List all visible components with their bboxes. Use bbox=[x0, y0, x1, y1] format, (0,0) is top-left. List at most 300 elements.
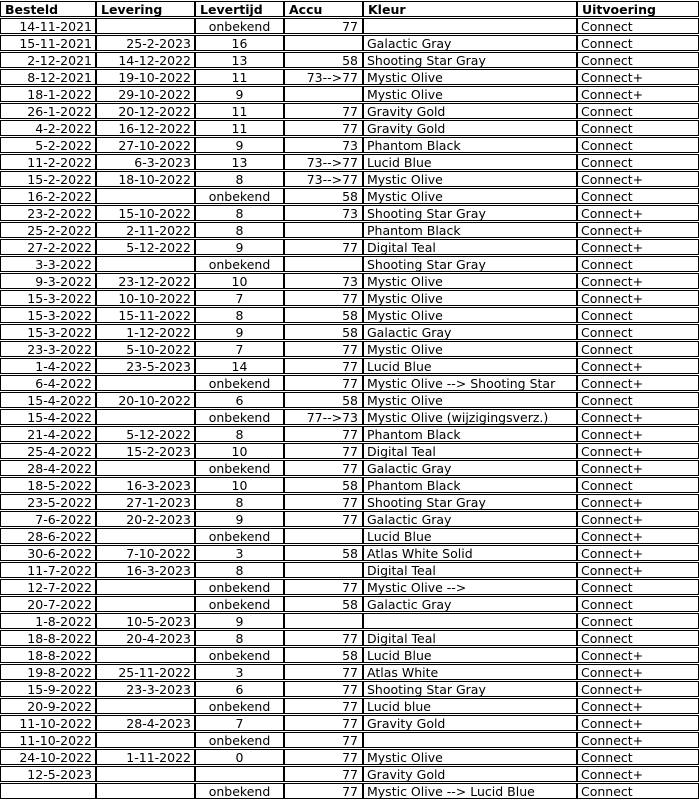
cell-uitvoering: Connect bbox=[577, 477, 699, 493]
cell-levering bbox=[96, 188, 195, 204]
table-row bbox=[0, 358, 699, 374]
cell-levertijd: 0 bbox=[195, 749, 284, 765]
cell-besteld: 8-12-2021 bbox=[0, 69, 96, 85]
cell-accu bbox=[284, 613, 363, 629]
cell-uitvoering: Connect+ bbox=[577, 494, 699, 510]
cell-accu: 77 bbox=[284, 664, 363, 680]
cell-levering: 14-12-2022 bbox=[96, 52, 195, 68]
cell-levering: 10-10-2022 bbox=[96, 290, 195, 306]
cell-accu: 73-->77 bbox=[284, 171, 363, 187]
table-row bbox=[0, 783, 699, 799]
cell-uitvoering: Connect bbox=[577, 392, 699, 408]
table-row bbox=[0, 120, 699, 136]
cell-accu bbox=[284, 256, 363, 272]
cell-kleur: Lucid Blue bbox=[363, 647, 577, 663]
cell-besteld: 12-5-2023 bbox=[0, 766, 96, 782]
cell-kleur: Mystic Olive bbox=[363, 86, 577, 102]
cell-uitvoering: Connect+ bbox=[577, 528, 699, 544]
cell-uitvoering: Connect+ bbox=[577, 647, 699, 663]
cell-accu: 73 bbox=[284, 273, 363, 289]
column-header-levering: Levering bbox=[96, 1, 195, 17]
cell-levertijd: 6 bbox=[195, 681, 284, 697]
cell-uitvoering: Connect+ bbox=[577, 664, 699, 680]
cell-accu: 77 bbox=[284, 783, 363, 799]
cell-levering bbox=[96, 647, 195, 663]
cell-uitvoering: Connect bbox=[577, 749, 699, 765]
cell-kleur: Galactic Gray bbox=[363, 35, 577, 51]
cell-levertijd: 13 bbox=[195, 52, 284, 68]
cell-levertijd: onbekend bbox=[195, 698, 284, 714]
column-header-uitvoering: Uitvoering bbox=[577, 1, 699, 17]
cell-levertijd: onbekend bbox=[195, 783, 284, 799]
cell-levering bbox=[96, 460, 195, 476]
cell-levertijd: onbekend bbox=[195, 256, 284, 272]
cell-kleur: Phantom Black bbox=[363, 426, 577, 442]
cell-besteld: 7-6-2022 bbox=[0, 511, 96, 527]
table-row bbox=[0, 681, 699, 697]
cell-levering: 2-11-2022 bbox=[96, 222, 195, 238]
table-row bbox=[0, 630, 699, 646]
cell-kleur: Mystic Olive --> bbox=[363, 579, 577, 595]
cell-uitvoering: Connect bbox=[577, 613, 699, 629]
cell-kleur: Mystic Olive bbox=[363, 273, 577, 289]
cell-accu: 77 bbox=[284, 443, 363, 459]
cell-besteld: 15-3-2022 bbox=[0, 290, 96, 306]
table-row bbox=[0, 749, 699, 765]
column-header-accu: Accu bbox=[284, 1, 363, 17]
cell-besteld: 4-2-2022 bbox=[0, 120, 96, 136]
cell-levering: 28-4-2023 bbox=[96, 715, 195, 731]
cell-uitvoering: Connect+ bbox=[577, 732, 699, 748]
cell-uitvoering: Connect bbox=[577, 256, 699, 272]
cell-besteld: 15-4-2022 bbox=[0, 409, 96, 425]
table-row bbox=[0, 545, 699, 561]
cell-besteld: 26-1-2022 bbox=[0, 103, 96, 119]
cell-levering: 23-12-2022 bbox=[96, 273, 195, 289]
cell-accu: 58 bbox=[284, 324, 363, 340]
cell-besteld: 20-7-2022 bbox=[0, 596, 96, 612]
cell-levertijd: 3 bbox=[195, 545, 284, 561]
cell-besteld: 20-9-2022 bbox=[0, 698, 96, 714]
table-row bbox=[0, 205, 699, 221]
cell-besteld: 5-2-2022 bbox=[0, 137, 96, 153]
table-row bbox=[0, 18, 699, 34]
cell-kleur: Phantom Black bbox=[363, 222, 577, 238]
cell-uitvoering: Connect bbox=[577, 137, 699, 153]
cell-kleur: Lucid blue bbox=[363, 698, 577, 714]
cell-levertijd: 7 bbox=[195, 290, 284, 306]
cell-levering: 5-12-2022 bbox=[96, 426, 195, 442]
cell-levertijd: onbekend bbox=[195, 579, 284, 595]
cell-accu: 73 bbox=[284, 137, 363, 153]
table-row bbox=[0, 273, 699, 289]
cell-accu bbox=[284, 222, 363, 238]
cell-accu: 77 bbox=[284, 732, 363, 748]
cell-besteld: 9-3-2022 bbox=[0, 273, 96, 289]
cell-uitvoering: Connect+ bbox=[577, 290, 699, 306]
cell-accu: 77 bbox=[284, 579, 363, 595]
table-row bbox=[0, 579, 699, 595]
cell-kleur: Shooting Star Gray bbox=[363, 256, 577, 272]
cell-kleur: Lucid Blue bbox=[363, 528, 577, 544]
cell-besteld: 25-2-2022 bbox=[0, 222, 96, 238]
cell-levertijd bbox=[195, 766, 284, 782]
cell-levering: 20-10-2022 bbox=[96, 392, 195, 408]
cell-besteld: 19-8-2022 bbox=[0, 664, 96, 680]
cell-levering: 5-12-2022 bbox=[96, 239, 195, 255]
table-row bbox=[0, 698, 699, 714]
cell-levertijd: 8 bbox=[195, 205, 284, 221]
cell-uitvoering: Connect+ bbox=[577, 358, 699, 374]
cell-uitvoering: Connect+ bbox=[577, 426, 699, 442]
cell-besteld: 1-8-2022 bbox=[0, 613, 96, 629]
cell-kleur: Gravity Gold bbox=[363, 766, 577, 782]
cell-levertijd: 10 bbox=[195, 273, 284, 289]
cell-levering bbox=[96, 18, 195, 34]
cell-kleur: Shooting Star Gray bbox=[363, 494, 577, 510]
cell-accu bbox=[284, 528, 363, 544]
cell-uitvoering: Connect bbox=[577, 596, 699, 612]
cell-levering: 16-3-2023 bbox=[96, 562, 195, 578]
cell-besteld: 11-10-2022 bbox=[0, 732, 96, 748]
cell-besteld: 27-2-2022 bbox=[0, 239, 96, 255]
cell-accu: 77 bbox=[284, 290, 363, 306]
cell-besteld: 15-3-2022 bbox=[0, 324, 96, 340]
table-row bbox=[0, 52, 699, 68]
cell-kleur: Atlas White bbox=[363, 664, 577, 680]
table-row bbox=[0, 222, 699, 238]
cell-levertijd: 10 bbox=[195, 443, 284, 459]
cell-kleur bbox=[363, 613, 577, 629]
cell-uitvoering: Connect bbox=[577, 341, 699, 357]
table-row bbox=[0, 256, 699, 272]
cell-kleur: Digital Teal bbox=[363, 562, 577, 578]
table-row bbox=[0, 715, 699, 731]
cell-levertijd: onbekend bbox=[195, 409, 284, 425]
column-header-kleur: Kleur bbox=[363, 1, 577, 17]
cell-levertijd: 10 bbox=[195, 477, 284, 493]
table-row bbox=[0, 137, 699, 153]
cell-accu: 77 bbox=[284, 103, 363, 119]
cell-kleur: Galactic Gray bbox=[363, 324, 577, 340]
cell-besteld: 14-11-2021 bbox=[0, 18, 96, 34]
cell-levertijd: onbekend bbox=[195, 596, 284, 612]
cell-kleur: Atlas White Solid bbox=[363, 545, 577, 561]
cell-accu: 77 bbox=[284, 749, 363, 765]
cell-uitvoering: Connect+ bbox=[577, 239, 699, 255]
cell-levertijd: 8 bbox=[195, 562, 284, 578]
cell-levering: 15-2-2023 bbox=[96, 443, 195, 459]
cell-kleur: Mystic Olive --> Lucid Blue bbox=[363, 783, 577, 799]
table-row bbox=[0, 766, 699, 782]
cell-uitvoering: Connect+ bbox=[577, 86, 699, 102]
cell-uitvoering: Connect bbox=[577, 18, 699, 34]
cell-levering: 25-2-2023 bbox=[96, 35, 195, 51]
cell-levertijd: 8 bbox=[195, 171, 284, 187]
cell-levertijd: 9 bbox=[195, 324, 284, 340]
cell-besteld: 18-5-2022 bbox=[0, 477, 96, 493]
cell-levering: 20-12-2022 bbox=[96, 103, 195, 119]
cell-uitvoering: Connect bbox=[577, 35, 699, 51]
cell-uitvoering: Connect+ bbox=[577, 409, 699, 425]
cell-accu: 58 bbox=[284, 545, 363, 561]
cell-besteld bbox=[0, 783, 96, 799]
cell-uitvoering: Connect bbox=[577, 307, 699, 323]
column-header-besteld: Besteld bbox=[0, 1, 96, 17]
cell-uitvoering: Connect+ bbox=[577, 562, 699, 578]
cell-kleur: Shooting Star Gray bbox=[363, 52, 577, 68]
cell-levertijd: onbekend bbox=[195, 18, 284, 34]
cell-levertijd: 9 bbox=[195, 137, 284, 153]
cell-besteld: 15-11-2021 bbox=[0, 35, 96, 51]
cell-kleur: Digital Teal bbox=[363, 239, 577, 255]
cell-levering bbox=[96, 375, 195, 391]
table-row bbox=[0, 239, 699, 255]
cell-uitvoering: Connect+ bbox=[577, 460, 699, 476]
cell-uitvoering: Connect bbox=[577, 120, 699, 136]
header-row bbox=[0, 1, 699, 17]
cell-levering bbox=[96, 256, 195, 272]
cell-accu: 77 bbox=[284, 630, 363, 646]
cell-kleur: Digital Teal bbox=[363, 630, 577, 646]
cell-accu: 58 bbox=[284, 307, 363, 323]
cell-levertijd: 11 bbox=[195, 69, 284, 85]
cell-levertijd: 8 bbox=[195, 222, 284, 238]
table-row bbox=[0, 613, 699, 629]
cell-uitvoering: Connect bbox=[577, 630, 699, 646]
table-row bbox=[0, 307, 699, 323]
cell-levering: 1-12-2022 bbox=[96, 324, 195, 340]
cell-besteld: 25-4-2022 bbox=[0, 443, 96, 459]
cell-besteld: 11-10-2022 bbox=[0, 715, 96, 731]
cell-accu bbox=[284, 35, 363, 51]
cell-besteld: 23-2-2022 bbox=[0, 205, 96, 221]
table-row bbox=[0, 341, 699, 357]
cell-besteld: 11-2-2022 bbox=[0, 154, 96, 170]
cell-levering: 6-3-2023 bbox=[96, 154, 195, 170]
cell-levering bbox=[96, 409, 195, 425]
cell-besteld: 6-4-2022 bbox=[0, 375, 96, 391]
cell-kleur: Galactic Gray bbox=[363, 596, 577, 612]
cell-levertijd: onbekend bbox=[195, 732, 284, 748]
cell-levering: 23-3-2023 bbox=[96, 681, 195, 697]
cell-besteld: 2-12-2021 bbox=[0, 52, 96, 68]
table-row bbox=[0, 69, 699, 85]
cell-kleur: Mystic Olive bbox=[363, 392, 577, 408]
cell-levertijd: 11 bbox=[195, 103, 284, 119]
cell-kleur: Galactic Gray bbox=[363, 511, 577, 527]
cell-besteld: 28-6-2022 bbox=[0, 528, 96, 544]
table-row bbox=[0, 154, 699, 170]
cell-accu: 77 bbox=[284, 18, 363, 34]
table-row bbox=[0, 103, 699, 119]
cell-uitvoering: Connect bbox=[577, 188, 699, 204]
cell-kleur: Digital Teal bbox=[363, 443, 577, 459]
cell-levertijd: onbekend bbox=[195, 647, 284, 663]
cell-accu: 77 bbox=[284, 698, 363, 714]
cell-kleur: Mystic Olive bbox=[363, 69, 577, 85]
cell-besteld: 16-2-2022 bbox=[0, 188, 96, 204]
cell-accu: 58 bbox=[284, 188, 363, 204]
cell-accu: 58 bbox=[284, 477, 363, 493]
table-row bbox=[0, 732, 699, 748]
cell-besteld: 1-4-2022 bbox=[0, 358, 96, 374]
cell-kleur: Shooting Star Gray bbox=[363, 681, 577, 697]
cell-accu bbox=[284, 86, 363, 102]
cell-levering: 20-4-2023 bbox=[96, 630, 195, 646]
table-row bbox=[0, 494, 699, 510]
cell-accu: 73-->77 bbox=[284, 154, 363, 170]
cell-levertijd: 3 bbox=[195, 664, 284, 680]
cell-levering bbox=[96, 579, 195, 595]
cell-levering: 23-5-2023 bbox=[96, 358, 195, 374]
cell-besteld: 15-2-2022 bbox=[0, 171, 96, 187]
cell-levertijd: 9 bbox=[195, 239, 284, 255]
cell-kleur bbox=[363, 732, 577, 748]
cell-levering: 20-2-2023 bbox=[96, 511, 195, 527]
table-row bbox=[0, 596, 699, 612]
cell-kleur: Mystic Olive bbox=[363, 341, 577, 357]
cell-levertijd: 13 bbox=[195, 154, 284, 170]
cell-levering: 7-10-2022 bbox=[96, 545, 195, 561]
cell-kleur: Gravity Gold bbox=[363, 715, 577, 731]
cell-kleur: Mystic Olive bbox=[363, 749, 577, 765]
cell-uitvoering: Connect+ bbox=[577, 443, 699, 459]
cell-kleur: Mystic Olive bbox=[363, 290, 577, 306]
cell-accu: 77 bbox=[284, 426, 363, 442]
cell-levering bbox=[96, 766, 195, 782]
cell-accu: 58 bbox=[284, 596, 363, 612]
cell-levertijd: 8 bbox=[195, 630, 284, 646]
cell-kleur: Galactic Gray bbox=[363, 460, 577, 476]
column-header-levertijd: Levertijd bbox=[195, 1, 284, 17]
cell-accu bbox=[284, 562, 363, 578]
table-row bbox=[0, 477, 699, 493]
cell-levering bbox=[96, 596, 195, 612]
cell-uitvoering: Connect+ bbox=[577, 273, 699, 289]
cell-accu: 73 bbox=[284, 205, 363, 221]
cell-accu: 77 bbox=[284, 239, 363, 255]
cell-uitvoering: Connect+ bbox=[577, 205, 699, 221]
cell-kleur: Lucid Blue bbox=[363, 154, 577, 170]
cell-accu: 77 bbox=[284, 494, 363, 510]
cell-kleur: Gravity Gold bbox=[363, 120, 577, 136]
cell-accu: 77 bbox=[284, 715, 363, 731]
cell-besteld: 18-1-2022 bbox=[0, 86, 96, 102]
cell-accu: 58 bbox=[284, 52, 363, 68]
cell-levertijd: 14 bbox=[195, 358, 284, 374]
cell-besteld: 15-4-2022 bbox=[0, 392, 96, 408]
cell-besteld: 18-8-2022 bbox=[0, 647, 96, 663]
cell-levering: 19-10-2022 bbox=[96, 69, 195, 85]
cell-uitvoering: Connect+ bbox=[577, 681, 699, 697]
cell-kleur: Mystic Olive --> Shooting Star bbox=[363, 375, 577, 391]
cell-accu: 77 bbox=[284, 375, 363, 391]
cell-kleur: Mystic Olive bbox=[363, 307, 577, 323]
cell-levertijd: 6 bbox=[195, 392, 284, 408]
cell-besteld: 15-9-2022 bbox=[0, 681, 96, 697]
cell-besteld: 3-3-2022 bbox=[0, 256, 96, 272]
cell-uitvoering: Connect bbox=[577, 52, 699, 68]
cell-accu: 77 bbox=[284, 460, 363, 476]
table-row bbox=[0, 409, 699, 425]
cell-levertijd: 8 bbox=[195, 494, 284, 510]
cell-accu: 77 bbox=[284, 120, 363, 136]
cell-levertijd: 7 bbox=[195, 715, 284, 731]
cell-besteld: 28-4-2022 bbox=[0, 460, 96, 476]
cell-uitvoering: Connect bbox=[577, 324, 699, 340]
cell-uitvoering: Connect+ bbox=[577, 171, 699, 187]
cell-levertijd: onbekend bbox=[195, 188, 284, 204]
cell-levertijd: 8 bbox=[195, 307, 284, 323]
cell-uitvoering: Connect+ bbox=[577, 375, 699, 391]
cell-kleur: Phantom Black bbox=[363, 477, 577, 493]
table-row bbox=[0, 562, 699, 578]
cell-levertijd: 8 bbox=[195, 426, 284, 442]
cell-uitvoering: Connect bbox=[577, 579, 699, 595]
cell-accu: 77 bbox=[284, 511, 363, 527]
cell-accu: 73-->77 bbox=[284, 69, 363, 85]
cell-levering: 27-10-2022 bbox=[96, 137, 195, 153]
cell-levering: 16-3-2023 bbox=[96, 477, 195, 493]
cell-levertijd: 11 bbox=[195, 120, 284, 136]
cell-besteld: 23-5-2022 bbox=[0, 494, 96, 510]
cell-levering: 25-11-2022 bbox=[96, 664, 195, 680]
table-row bbox=[0, 392, 699, 408]
table-row bbox=[0, 460, 699, 476]
cell-besteld: 15-3-2022 bbox=[0, 307, 96, 323]
cell-uitvoering: Connect+ bbox=[577, 222, 699, 238]
table-row bbox=[0, 375, 699, 391]
table-row bbox=[0, 528, 699, 544]
cell-levertijd: 9 bbox=[195, 86, 284, 102]
cell-kleur: Mystic Olive bbox=[363, 171, 577, 187]
cell-accu: 58 bbox=[284, 647, 363, 663]
cell-levertijd: 7 bbox=[195, 341, 284, 357]
cell-accu: 58 bbox=[284, 392, 363, 408]
cell-kleur: Shooting Star Gray bbox=[363, 205, 577, 221]
cell-besteld: 24-10-2022 bbox=[0, 749, 96, 765]
cell-levering bbox=[96, 783, 195, 799]
table-row bbox=[0, 426, 699, 442]
cell-levertijd: 9 bbox=[195, 511, 284, 527]
cell-accu: 77 bbox=[284, 681, 363, 697]
cell-uitvoering: Connect+ bbox=[577, 545, 699, 561]
cell-accu: 77 bbox=[284, 341, 363, 357]
cell-levering: 16-12-2022 bbox=[96, 120, 195, 136]
cell-levertijd: 16 bbox=[195, 35, 284, 51]
cell-levering: 15-10-2022 bbox=[96, 205, 195, 221]
cell-besteld: 30-6-2022 bbox=[0, 545, 96, 561]
table-row bbox=[0, 664, 699, 680]
cell-uitvoering: Connect+ bbox=[577, 698, 699, 714]
table-row bbox=[0, 35, 699, 51]
cell-levertijd: 9 bbox=[195, 613, 284, 629]
cell-kleur: Mystic Olive bbox=[363, 188, 577, 204]
cell-uitvoering: Connect+ bbox=[577, 766, 699, 782]
cell-besteld: 21-4-2022 bbox=[0, 426, 96, 442]
cell-levering: 29-10-2022 bbox=[96, 86, 195, 102]
cell-besteld: 18-8-2022 bbox=[0, 630, 96, 646]
cell-levertijd: onbekend bbox=[195, 528, 284, 544]
cell-levering bbox=[96, 698, 195, 714]
cell-levering: 5-10-2022 bbox=[96, 341, 195, 357]
table-row bbox=[0, 86, 699, 102]
cell-levering bbox=[96, 732, 195, 748]
table-row bbox=[0, 443, 699, 459]
cell-levering: 15-11-2022 bbox=[96, 307, 195, 323]
cell-besteld: 11-7-2022 bbox=[0, 562, 96, 578]
